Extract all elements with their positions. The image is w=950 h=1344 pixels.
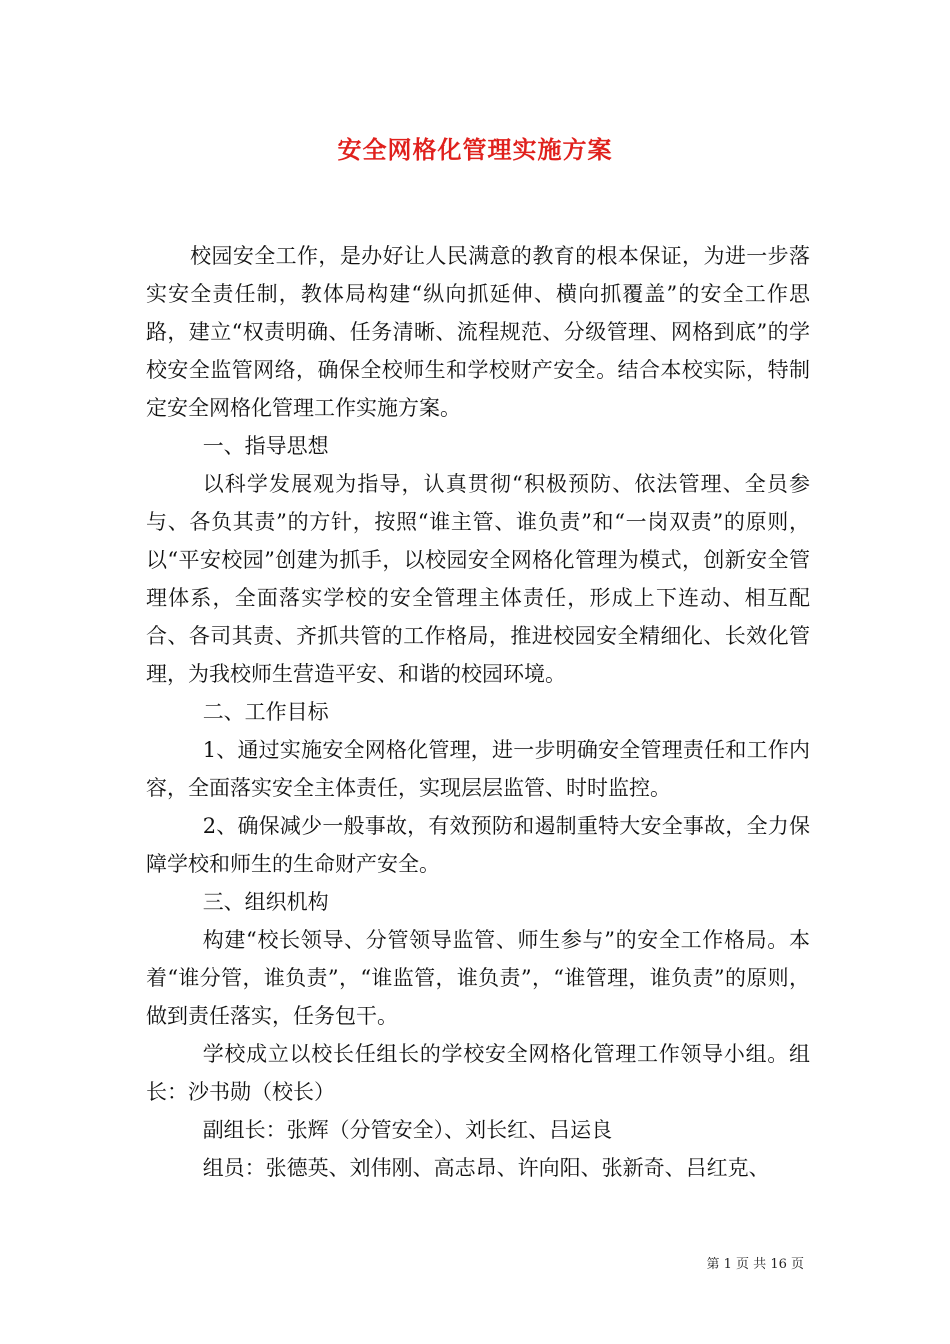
paragraph-intro: 校园安全工作，是办好让人民满意的教育的根本保证，为进一步落实安全责任制，教体局构建“纵向抓延伸、横向抓覆盖”的安全工作思路，建立“权责明确、任务清晰、流程规范、分级管理、网格到底”的学校安全监管网络，确保全校师生和学校财产安全。结合本校实际，特制定安全网格化管理工作实施方案。 bbox=[146, 244, 810, 420]
page-number: 第 1 页 共 16 页 bbox=[706, 1257, 804, 1272]
document-body bbox=[146, 237, 810, 1187]
paragraph-goal-2: 2、确保减少一般事故，有效预防和遏制重特大安全事故，全力保障学校和师生的生命财产安全。 bbox=[146, 814, 810, 876]
paragraph-organization: 构建“校长领导、分管领导监管、师生参与”的安全工作格局。本着“谁分管，谁负责”，“谁监管，谁负责”，“谁管理，谁负责”的原则，做到责任落实，任务包干。 bbox=[146, 928, 810, 1028]
document-title: 安全网格化管理实施方案 bbox=[337, 135, 613, 164]
paragraph-members: 组员：张德英、刘伟刚、高志昂、许向阳、张新奇、吕红克、 bbox=[202, 1156, 770, 1180]
heading-guiding-ideology: 一、指导思想 bbox=[202, 434, 329, 458]
paragraph-guiding-ideology: 以科学发展观为指导，认真贯彻“积极预防、依法管理、全员参与、各负其责”的方针，按照“谁主管、谁负责”和“一岗双责”的原则，以“平安校园”创建为抓手，以校园安全网格化管理为模式，创新安全管理体系，全面落实学校的安全管理主体责任，形成上下连动、相互配合、各司其责、齐抓共管的工作格局，推进校园安全精细化、长效化管理，为我校师生营造平安、和谐的校园环境。 bbox=[146, 472, 810, 686]
paragraph-leadership-group: 学校成立以校长任组长的学校安全网格化管理工作领导小组。组长：沙书勋（校长） bbox=[146, 1042, 810, 1104]
heading-organization: 三、组织机构 bbox=[202, 890, 329, 914]
paragraph-deputy-leaders: 副组长：张辉（分管安全）、刘长红、吕运良 bbox=[202, 1118, 613, 1142]
paragraph-goal-1: 1、通过实施安全网格化管理，进一步明确安全管理责任和工作内容，全面落实安全主体责任，实现层层监管、时时监控。 bbox=[146, 738, 810, 800]
heading-work-goals: 二、工作目标 bbox=[202, 700, 329, 724]
